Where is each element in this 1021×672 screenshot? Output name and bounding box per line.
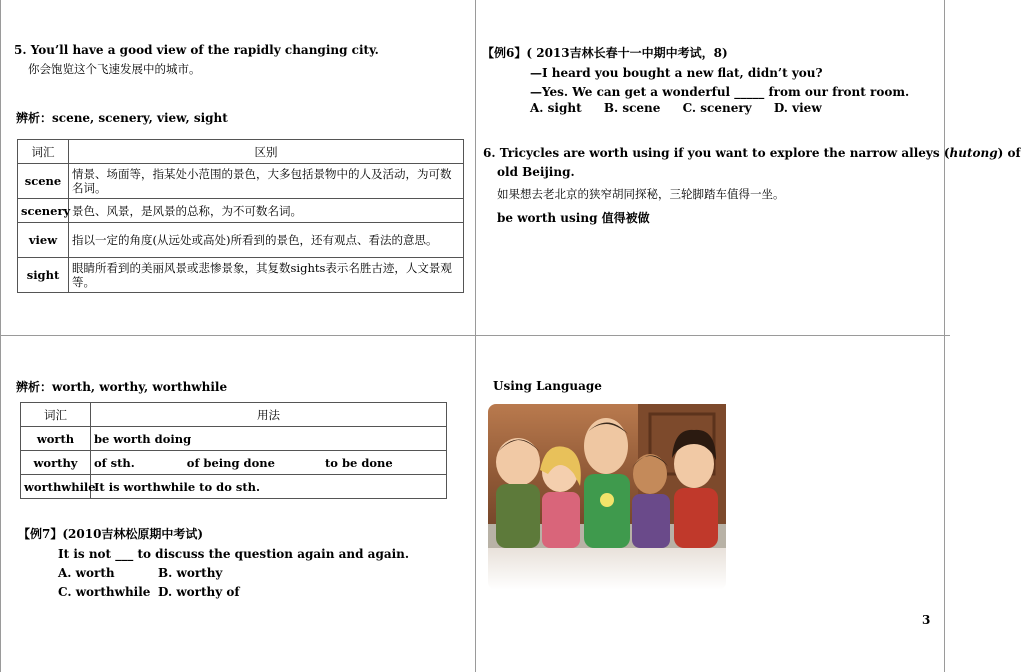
word-cell: worthwhile [21, 475, 91, 499]
usage-cell: of sth. of being done to be done [91, 451, 447, 475]
table-header-row [21, 403, 447, 427]
vertical-divider [475, 0, 476, 672]
cartoon-figure [496, 438, 540, 548]
word-cell: worth [21, 427, 91, 451]
q6-phrase: be worth using 值得被做 [497, 211, 650, 225]
q5-text: You’ll have a good view of the rapidly changing city. [30, 43, 379, 57]
word-cell: view [18, 223, 69, 258]
option-a: A. worth [58, 566, 115, 580]
page-number: 3 [922, 613, 931, 627]
table-header-usage: 用法 [91, 403, 447, 427]
word-cell: worthy [21, 451, 91, 475]
example-6-line1: —I heard you bought a new flat, didn’t you? [530, 66, 823, 80]
worth-table [20, 402, 447, 499]
table-row [21, 451, 447, 475]
cartoon-figure [584, 418, 630, 548]
table-header-diff: 区别 [69, 140, 464, 164]
desc-cell: 情景、场面等，指某处小范围的景色，大多包括景物中的人及活动，为可数名词。 [69, 164, 464, 199]
word-cell: scenery [18, 199, 69, 223]
scene-view-table [17, 139, 464, 293]
cartoon-figure [540, 446, 581, 548]
option-d: D. worthy of [158, 585, 240, 599]
example-6-line2: —Yes. We can get a wonderful _____ from our front room. [530, 85, 910, 99]
desc-cell: 眼睛所看到的美丽风景或悲惨景象，其复数sights表示名胜古迹，人文景观等。 [69, 258, 464, 293]
word-cell: scene [18, 164, 69, 199]
option-d: D. view [773, 101, 822, 115]
example-7-options-row1 [58, 565, 222, 581]
table-row [18, 199, 464, 223]
q6-number: 6. [483, 146, 496, 160]
q6-sentence-line2: old Beijing. [497, 165, 575, 179]
word-cell: sight [18, 258, 69, 293]
q5-translation: 你会饱览这个飞速发展中的城市。 [28, 62, 201, 76]
q5-sentence [14, 42, 379, 58]
cartoon-figure [632, 454, 670, 548]
page-border-right [944, 0, 945, 672]
page-border-left [0, 0, 1, 672]
table-row [21, 427, 447, 451]
usage-cell: be worth doing [91, 427, 447, 451]
desc-cell: 指以一定的角度(从远处或高处)所看到的景色，还有观点、看法的意思。 [69, 223, 464, 258]
table-header-word: 词汇 [21, 403, 91, 427]
example-6-label: 【例6】 [482, 46, 527, 60]
example-6-header [482, 45, 728, 61]
example-7-options-row2 [58, 584, 240, 600]
table-row [18, 258, 464, 293]
analysis-scene-view: 辨析：scene, scenery, view, sight [16, 111, 228, 125]
example-7-question: It is not ___ to discuss the question again and again. [58, 547, 410, 561]
horizontal-divider [0, 335, 950, 336]
table-row [21, 475, 447, 499]
option-b: B. scene [603, 101, 661, 115]
q6-sentence: 6. Tricycles are worth using if you want to explore the narrow alleys (hutong) of [483, 146, 1021, 160]
table-header-row [18, 140, 464, 164]
option-b: B. worthy [158, 566, 223, 580]
example-6-options [530, 100, 822, 116]
q5-number: 5. [14, 43, 27, 57]
table-header-word: 词汇 [18, 140, 69, 164]
using-language-heading: Using Language [493, 379, 602, 393]
usage-cell: It is worthwhile to do sth. [91, 475, 447, 499]
cartoon-illustration [488, 404, 726, 548]
image-reflection [488, 548, 726, 590]
table-row [18, 223, 464, 258]
example-7-label: 【例7】 [18, 527, 63, 541]
option-c: C. worthwhile [58, 585, 151, 599]
example-7-header [18, 526, 203, 542]
example-7-source: (2010吉林松原期中考试) [62, 527, 204, 541]
example-6-source: ( 2013吉林长春十一中期中考试，8) [526, 46, 728, 60]
analysis-worth: 辨析：worth, worthy, worthwhile [16, 380, 228, 394]
desc-cell: 景色、风景，是风景的总称，为不可数名词。 [69, 199, 464, 223]
table-row [18, 164, 464, 199]
option-c: C. scenery [682, 101, 752, 115]
cartoon-image [488, 404, 726, 548]
option-a: A. sight [530, 101, 582, 115]
q6-translation: 如果想去老北京的狭窄胡同探秘，三轮脚踏车值得一坐。 [497, 187, 785, 201]
